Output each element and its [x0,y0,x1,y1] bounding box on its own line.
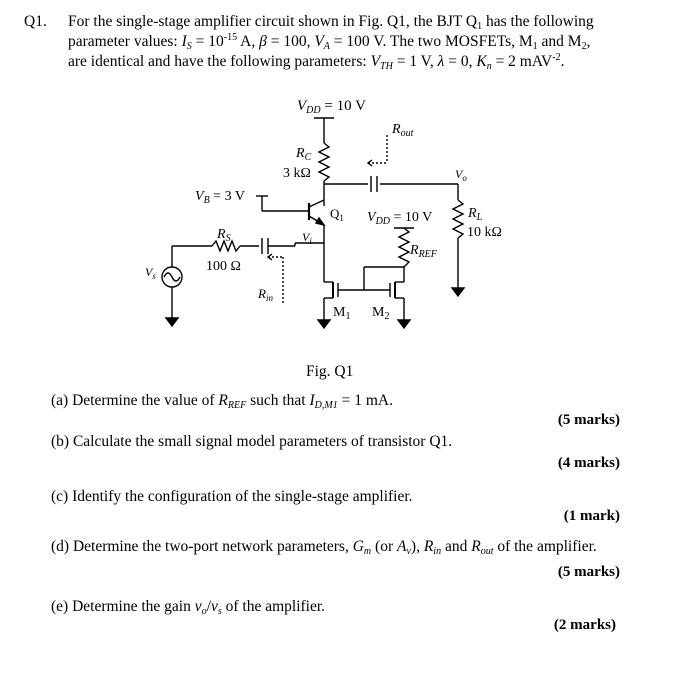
vs-label: $V_s$ [145,265,156,281]
rin-label: $R_{in}$ [258,286,273,303]
rc-resistor [319,143,329,181]
part-a: (a) Determine the value of $R_{REF}$ such that $I_{D,M1} = 1$ mA. [51,392,393,411]
rs-value: 100 Ω [206,259,241,274]
rl-resistor [453,200,463,238]
rl-label: $R_L$ [468,206,483,223]
vi-label: $V_i$ [302,230,312,246]
m1-label: $M_1$ [333,305,351,322]
part-d-marks: (5 marks) [557,564,620,580]
vdd-top-label: $V_{DD} = 10$ V [297,98,366,116]
rs-label: $R_S$ [217,227,231,244]
question-line-3: are identical and have the following parameters: $V_{TH} = 1$ V, λ = 0, $K_n = 2$ mAV$^{-2}$. [68,52,565,72]
m2-ground-arrow [398,320,410,328]
vs-sine [164,273,180,281]
m2-label: $M_2$ [372,305,390,322]
rl-value: 10 kΩ [467,225,502,240]
rl-ground-arrow [452,288,464,296]
part-d: (d) Determine the two-port network parameters, $G_m$ (or $A_v$), $R_{in}$ and $R_{out}$ of the amplifier. [51,538,597,557]
rref-resistor [399,228,409,267]
part-a-marks: (5 marks) [557,412,620,428]
question-line-1: For the single-stage amplifier circuit shown in Fig. Q1, the BJT $Q_1$ has the following [68,13,594,32]
q1-collector [309,200,324,207]
part-e: (e) Determine the gain $v_o/v_s$ of the amplifier. [51,598,326,617]
rref-label: $R_{REF}$ [410,243,437,260]
question-line-2: parameter values: $I_S = 10^{-15}$ A, β = 100, $V_A = 100$ V. The two MOSFETs, $M_1$ and $M_2$, [68,32,591,52]
figure-caption: Fig. Q1 [306,363,354,380]
q1-emitter-arrow [316,218,324,225]
rc-value: 3 kΩ [283,166,311,181]
part-c-marks: (1 mark) [563,508,620,524]
vo-label: $V_o$ [455,167,467,183]
vdd-mid-label: $V_{DD} = 10$ V [367,210,433,227]
vs-ground-arrow [166,318,178,326]
rout-label: $R_{out}$ [392,122,414,139]
question-number: Q1. [24,13,47,30]
part-b: (b) Calculate the small signal model parameters of transistor Q1. [51,433,453,450]
m1-ground-arrow [318,320,330,328]
vb-label: $V_B = 3$ V [195,189,245,206]
part-c: (c) Identify the configuration of the single-stage amplifier. [51,488,413,505]
q1-label: $Q_1$ [330,206,344,223]
rc-label: $R_C$ [296,146,312,163]
part-e-marks: (2 marks) [553,617,616,633]
part-b-marks: (4 marks) [557,455,620,471]
